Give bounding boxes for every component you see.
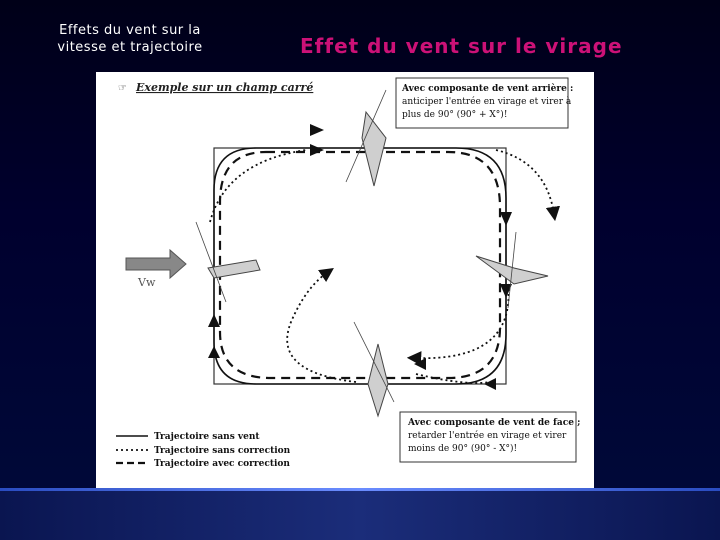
caption-line-1: Effets du vent sur la (59, 23, 201, 38)
wind-label: Vw (138, 276, 156, 289)
headwind-note-box (400, 412, 580, 462)
dotted-path-1 (210, 150, 306, 222)
pointing-hand-icon: ☞ (118, 83, 127, 94)
glider-right-icon (476, 232, 548, 308)
diagram-svg (96, 72, 594, 488)
headwind-line-3: moins de 90° (90° - X°)! (408, 444, 518, 454)
example-title: Exemple sur un champ carré (136, 81, 314, 94)
tailwind-line-3: plus de 90° (90° + X°)! (402, 110, 508, 120)
legend-label-dashed: Trajectoire avec correction (154, 459, 290, 469)
trajectory-with-correction (220, 152, 500, 378)
headwind-line-1: Avec composante de vent de face ; (408, 418, 581, 428)
arrow-left-2 (208, 346, 220, 358)
arrow-left-1 (208, 314, 220, 327)
glider-top-icon (346, 90, 386, 186)
dotted-path-3 (414, 284, 509, 358)
tailwind-note-box (396, 78, 573, 128)
example-title-group (118, 81, 313, 94)
legend-label-dotted: Trajectoire sans correction (154, 446, 291, 456)
wind-turn-diagram (96, 72, 594, 488)
glider-bottom-icon (354, 322, 394, 416)
slide-title: Effet du vent sur le virage (300, 34, 623, 58)
arrow-right-1 (500, 212, 512, 226)
glider-left-icon (196, 222, 260, 302)
bottom-decor-band (0, 488, 720, 540)
tailwind-line-1: Avec composante de vent arrière : (402, 84, 574, 94)
slide-caption (30, 22, 230, 56)
arrow-bottom-1 (414, 358, 426, 370)
arrow-top-2 (310, 144, 324, 156)
arrow-top (310, 124, 324, 136)
tailwind-line-2: anticiper l'entrée en virage et virer à (402, 97, 572, 107)
caption-line-2: vitesse et trajectoire (57, 40, 203, 55)
legend-label-solid: Trajectoire sans vent (154, 432, 260, 442)
dotted-path-4 (287, 272, 356, 382)
legend (116, 432, 291, 469)
arrow-bottom-2 (484, 378, 496, 390)
headwind-line-2: retarder l'entrée en virage et virer (408, 431, 567, 441)
wind-arrow (126, 250, 186, 289)
